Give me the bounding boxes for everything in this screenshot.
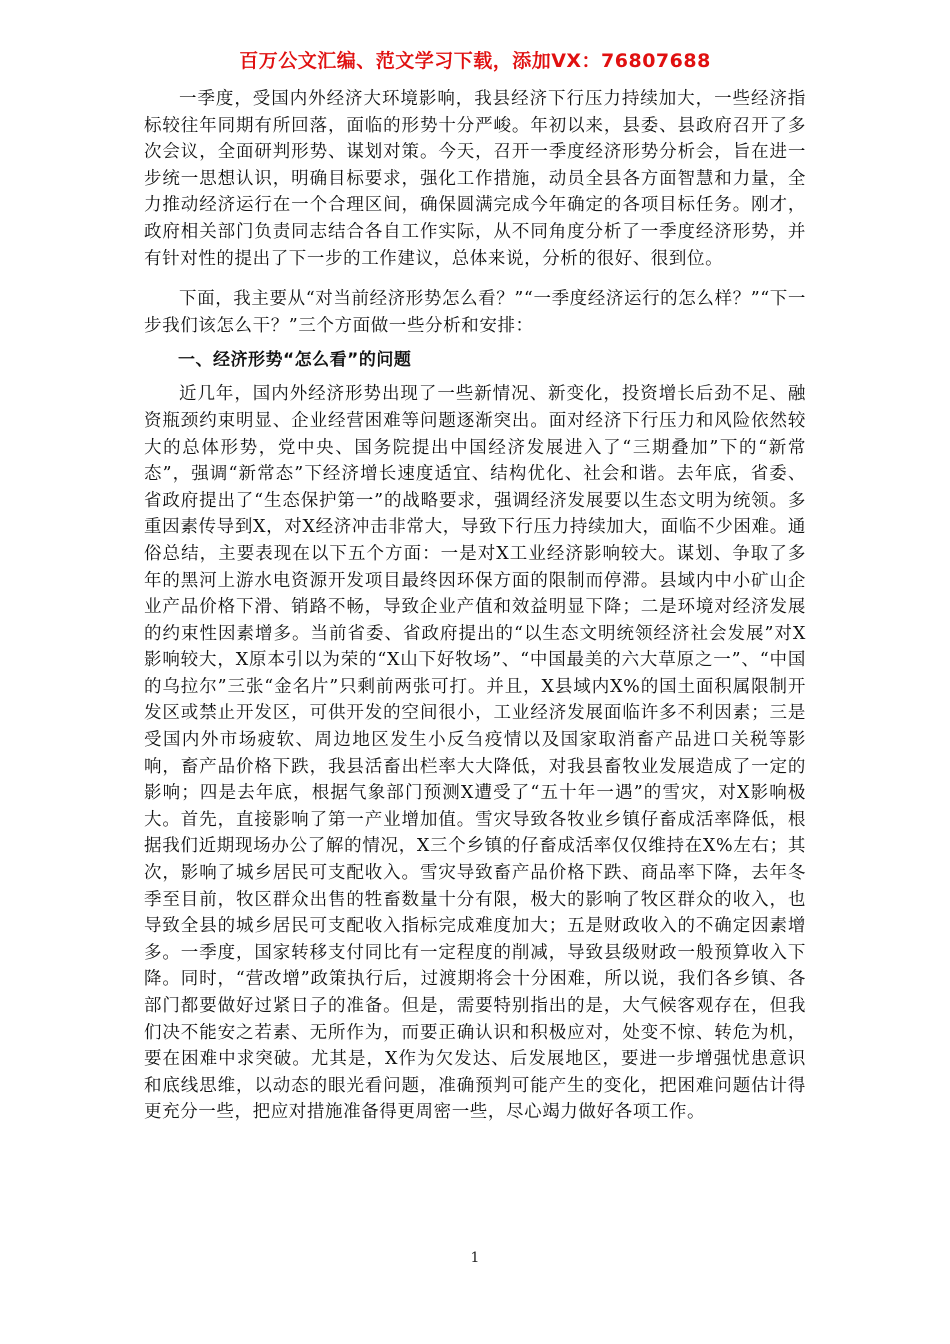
section-heading-1: 一、经济形势“怎么看”的问题 — [178, 350, 412, 371]
page-header-banner: 百万公文汇编、范文学习下载，添加VX：76807688 — [239, 50, 711, 72]
page-number: 1 — [470, 1250, 480, 1266]
document-body — [144, 86, 806, 1126]
paragraph-outline: 下面，我主要从“对当前经济形势怎么看？”“一季度经济运行的怎么样？”“下一步我们该怎么干？”三个方面做一些分析和安排： — [144, 289, 806, 336]
paragraph-intro: 一季度，受国内外经济大环境影响，我县经济下行压力持续加大，一些经济指标较往年同期有所回落，面临的形势十分严峻。年初以来，县委、县政府召开了多次会议，全面研判形势、谋划对策。今天，召开一季度经济形势分析会，旨在进一步统一思想认识，明确目标要求，强化工作措施，动员全县各方面智慧和力量，全力推动经济运行在一个合理区间，确保圆满完成今年确定的各项目标任务。刚才，政府相关部门负责同志结合各自工作实际，从不同角度分析了一季度经济形势，并有针对性的提出了下一步的工作建议，总体来说，分析的很好、很到位。 — [144, 89, 806, 269]
paragraph-section-1: 近几年，国内外经济形势出现了一些新情况、新变化，投资增长后劲不足、融资瓶颈约束明显、企业经营困难等问题逐渐突出。面对经济下行压力和风险依然较大的总体形势，党中央、国务院提出中国经济发展进入了“三期叠加”下的“新常态”，强调“新常态”下经济增长速度适宜、结构优化、社会和谐。去年底，省委、省政府提出了“生态保护第一”的战略要求，强调经济发展要以生态文明为统领。多重因素传导到X，对X经济冲击非常大，导致下行压力持续加大，面临不少困难。通俗总结，主要表现在以下五个方面：一是对X工业经济影响较大。谋划、争取了多年的黑河上游水电资源开发项目最终因环保方面的限制而停滞。县域内中小矿山企业产品价格下滑、销路不畅，导致企业产值和效益明显下降；二是环境对经济发展的约束性因素增多。当前省委、省政府提出的“以生态文明统领经济社会发展”对X影响较大，X原本引以为荣的“X山下好牧场”、“中国最美的六大草原之一”、“中国的乌拉尔”三张“金名片”只剩前两张可打。并且，X县域内X%的国土面积属限制开发区或禁止开发区，可供开发的空间很小，工业经济发展面临许多不利因素；三是受国内外市场疲软、周边地区发生小反刍疫情以及国家取消畜产品进口关税等影响，畜产品价格下跌，我县活畜出栏率大大降低，对我县畜牧业发展造成了一定的影响；四是去年底，根据气象部门预测X遭受了“五十年一遇”的雪灾，对X影响极大。首先，直接影响了第一产业增加值。雪灾导致各牧业乡镇仔畜成活率降低，根据我们近期现场办公了解的情况，X三个乡镇的仔畜成活率仅仅维持在X%左右；其次，影响了城乡居民可支配收入。雪灾导致畜产品价格下跌、商品率下降，去年冬季至目前，牧区群众出售的牲畜数量十分有限，极大的影响了牧区群众的收入，也导致全县的城乡居民可支配收入指标完成难度加大；五是财政收入的不确定因素增多。一季度，国家转移支付同比有一定程度的削减，导致县级财政一般预算收入下降。同时，“营改增”政策执行后，过渡期将会十分困难，所以说，我们各乡镇、各部门都要做好过紧日子的准备。但是，需要特别指出的是，大气候客观存在，但我们决不能安之若素、无所作为，而要正确认识和积极应对，处变不惊、转危为机，要在困难中求突破。尤其是，X作为欠发达、后发展地区，要进一步增强忧患意识和底线思维，以动态的眼光看问题，准确预判可能产生的变化，把困难问题估计得更充分一些，把应对措施准备得更周密一些，尽心竭力做好各项工作。 — [144, 384, 806, 1123]
